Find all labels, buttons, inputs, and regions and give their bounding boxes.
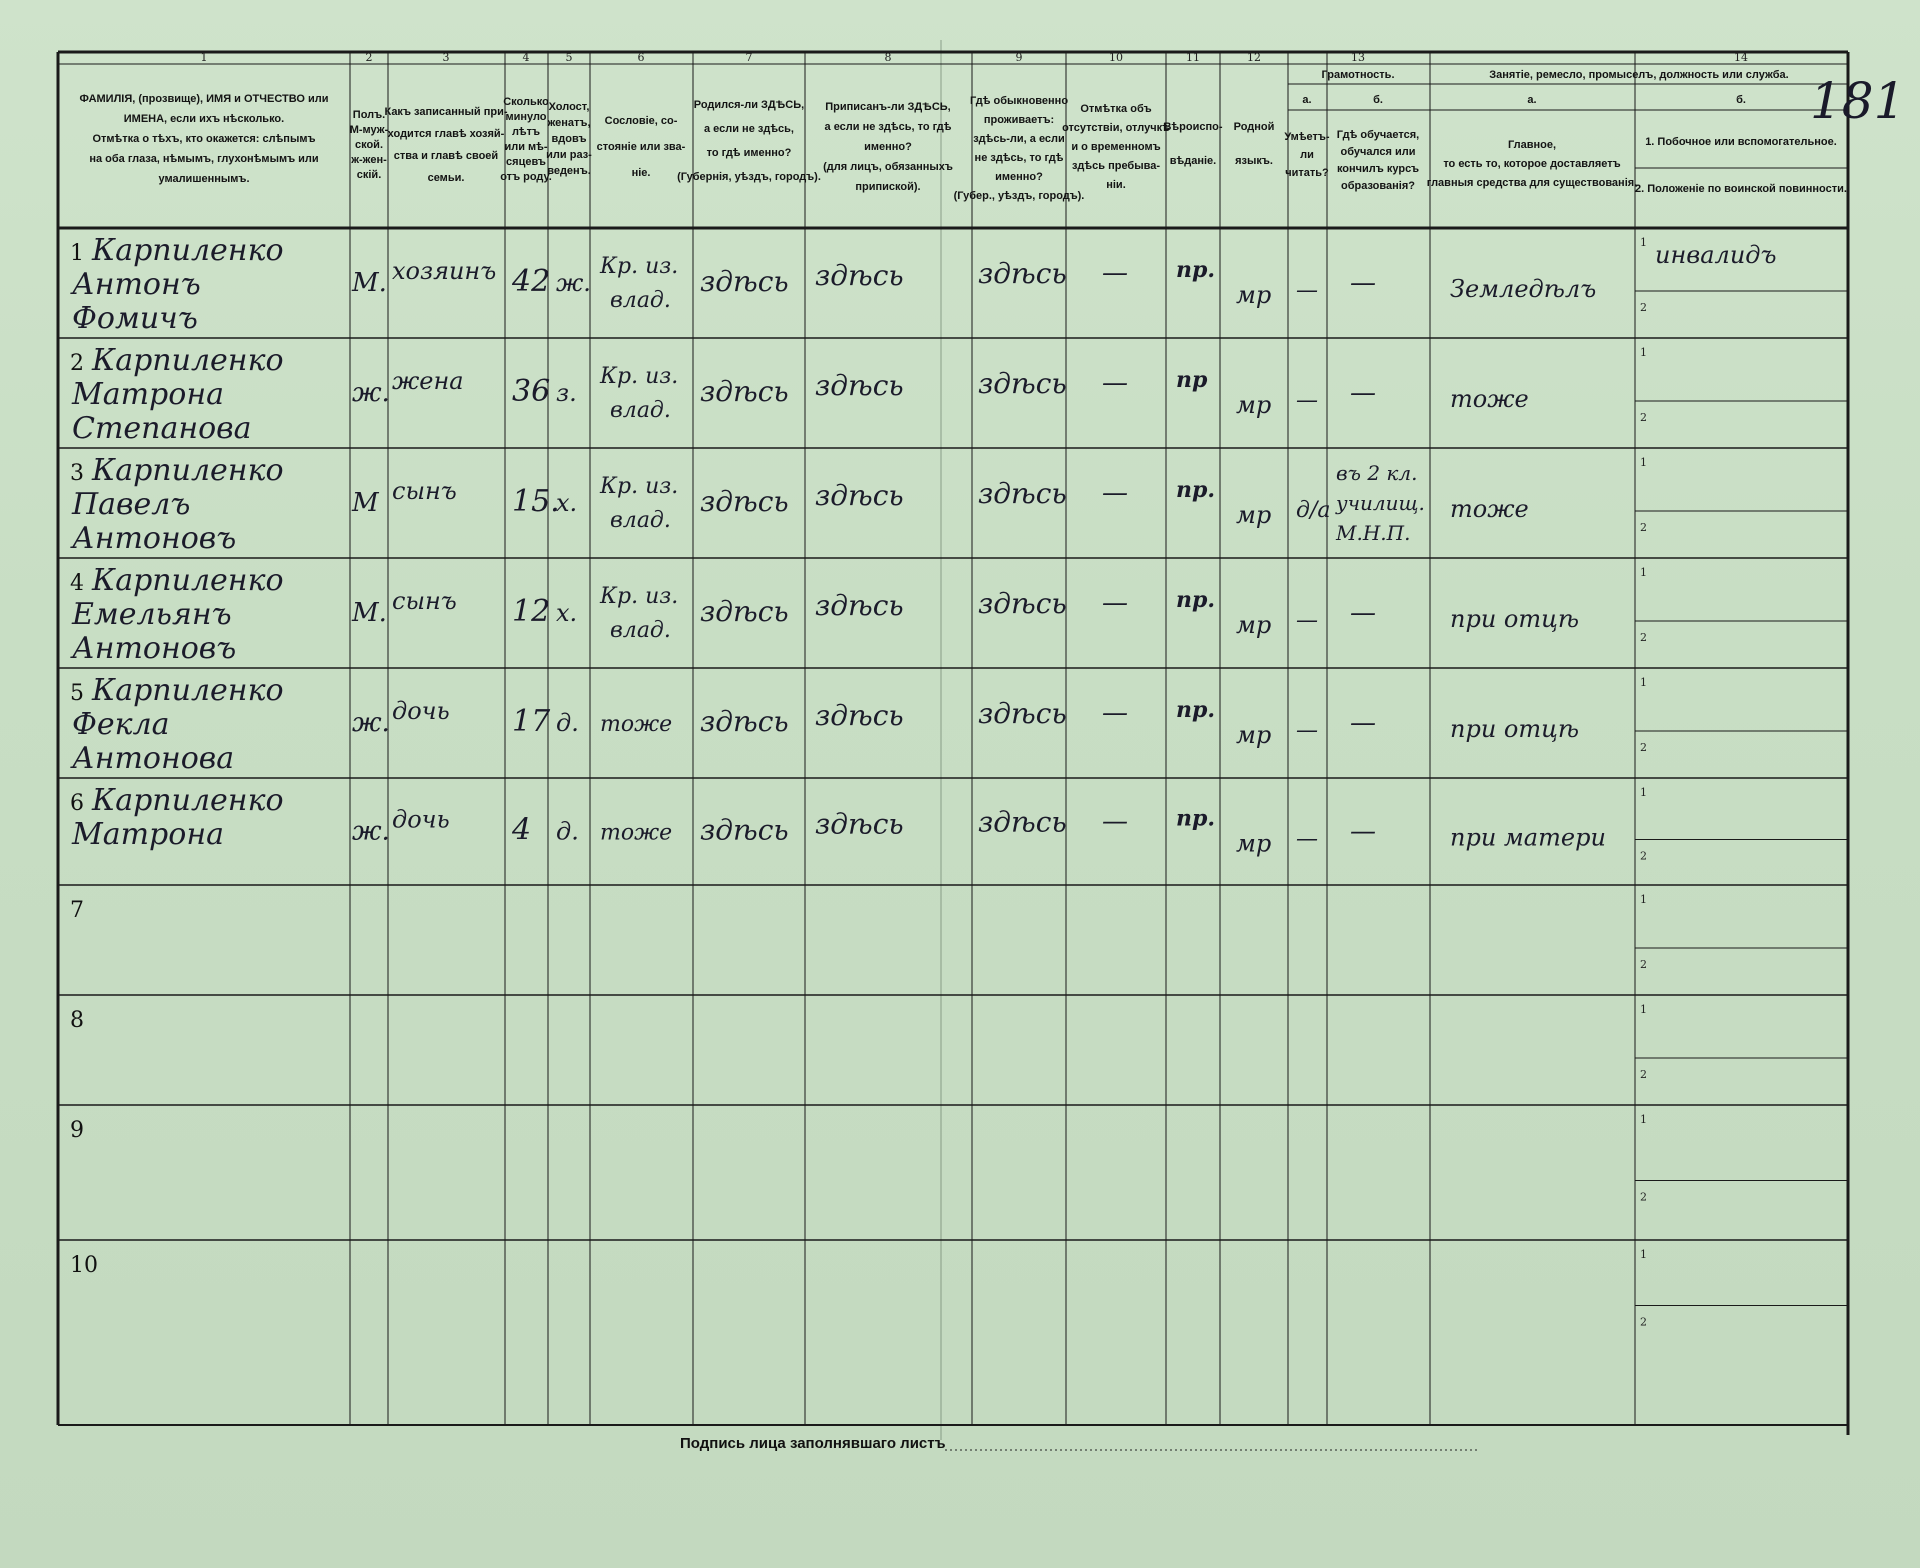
side-occupation-value: инвалидъ xyxy=(1655,241,1777,269)
header-education: кончилъ курсъ xyxy=(1336,163,1420,175)
resident-name-line: Карпиленко xyxy=(92,343,284,378)
header-occupation-b: б. xyxy=(1736,94,1746,106)
registered-value: здѣсь xyxy=(815,259,904,292)
row-number: 2 xyxy=(70,351,84,376)
relation-value: сынъ xyxy=(392,477,457,505)
sex-value: М. xyxy=(352,268,387,298)
absence-value: — xyxy=(1102,806,1128,837)
header-estate: Сословіе, со- xyxy=(604,115,678,127)
column-number: 5 xyxy=(565,51,573,64)
language-value: мр xyxy=(1236,611,1272,639)
residence-value: здѣсь xyxy=(978,805,1067,839)
header-name: Отмѣтка о тѣхъ, кто окажется: слѣпымъ xyxy=(92,133,316,145)
relation-value: сынъ xyxy=(392,587,457,615)
row-number: 1 xyxy=(70,241,84,266)
registered-value: здѣсь xyxy=(815,479,904,512)
header-absence: здѣсь пребыва- xyxy=(1071,160,1161,172)
age-value: 12 xyxy=(512,594,551,629)
resident-name-line: Карпиленко xyxy=(92,673,284,708)
relation-value: хозяинъ xyxy=(392,257,497,285)
row-number: 10 xyxy=(70,1253,98,1278)
header-residence: именно? xyxy=(995,171,1043,183)
column-number: 9 xyxy=(1015,51,1023,64)
education-value: въ 2 кл. xyxy=(1336,461,1418,485)
religion-value: пр. xyxy=(1176,587,1216,613)
sex-value: М. xyxy=(352,598,387,628)
column-number: 6 xyxy=(637,51,645,64)
language-value: мр xyxy=(1236,829,1272,858)
age-value: 36 xyxy=(512,374,551,409)
header-occupation-title: Занятіе, ремесло, промыселъ, должность или служба. xyxy=(1489,69,1789,81)
estate-value: тоже xyxy=(600,820,673,846)
header-marital: веденъ. xyxy=(547,165,591,177)
header-literacy-a: а. xyxy=(1302,94,1312,106)
born-value: здѣсь xyxy=(700,485,789,518)
can-read-value: — xyxy=(1296,608,1318,633)
header-relation: ходится главѣ хозяй- xyxy=(387,128,505,140)
header-can-read: Умѣетъ- xyxy=(1284,131,1330,143)
occupation-sub-1: 1 xyxy=(1640,676,1647,689)
column-number: 14 xyxy=(1734,51,1748,64)
resident-name-line: Матрона xyxy=(72,817,224,852)
resident-name-line: Карпиленко xyxy=(92,783,284,818)
relation-value: жена xyxy=(392,367,464,395)
header-relation: семьи. xyxy=(427,172,465,184)
occupation-value: при матери xyxy=(1450,823,1606,852)
signature-label: Подпись лица заполнявшаго листъ xyxy=(680,1435,946,1452)
resident-name-line: Фомичъ xyxy=(72,301,198,336)
resident-name-line: Павелъ xyxy=(72,487,191,522)
can-read-value: — xyxy=(1296,718,1318,743)
education-value: — xyxy=(1350,378,1376,408)
header-residence: (Губер., уѣздъ, городъ). xyxy=(953,190,1085,202)
absence-value: — xyxy=(1102,478,1128,508)
row-number: 7 xyxy=(70,898,84,923)
occupation-sub-2: 2 xyxy=(1640,849,1647,863)
language-value: мр xyxy=(1236,721,1272,749)
language-value: мр xyxy=(1236,281,1272,309)
header-age: сяцевъ xyxy=(506,156,546,168)
born-value: здѣсь xyxy=(700,705,789,738)
religion-value: пр. xyxy=(1176,257,1216,283)
marital-value: ж. xyxy=(556,269,591,297)
occupation-sub-2: 2 xyxy=(1640,301,1647,314)
column-number: 2 xyxy=(365,51,373,64)
religion-value: пр. xyxy=(1176,805,1216,832)
header-literacy-title: Грамотность. xyxy=(1321,69,1395,81)
header-registered: именно? xyxy=(864,141,912,153)
marital-value: д. xyxy=(556,817,579,846)
marital-value: з. xyxy=(556,379,577,407)
header-education: образованія? xyxy=(1341,180,1415,192)
header-marital: Холост, xyxy=(548,101,590,113)
header-marital: или раз- xyxy=(546,149,592,161)
header-name: умалишеннымъ. xyxy=(158,173,250,185)
header-religion: Вѣроиспо- xyxy=(1163,121,1223,133)
can-read-value: д/а xyxy=(1296,498,1331,523)
column-number: 7 xyxy=(745,51,753,64)
residence-value: здѣсь xyxy=(978,477,1067,510)
column-number: 1 xyxy=(200,51,208,64)
header-residence: Гдѣ обыкновенно xyxy=(969,95,1069,107)
estate-value: Кр. из. xyxy=(600,474,679,499)
resident-name-line: Карпиленко xyxy=(92,563,284,598)
row-number: 6 xyxy=(70,791,84,816)
resident-name-line: Фекла xyxy=(72,707,170,742)
header-sex: ской. xyxy=(354,139,384,151)
row-number: 5 xyxy=(70,681,84,706)
language-value: мр xyxy=(1236,501,1272,529)
header-registered: Приписанъ-ли ЗДѢСЬ, xyxy=(825,101,951,113)
occupation-sub-2: 2 xyxy=(1640,958,1647,971)
estate-value: влад. xyxy=(610,618,671,643)
can-read-value: — xyxy=(1296,278,1318,303)
row-number: 3 xyxy=(70,461,84,486)
header-name: ИМЕНА, если ихъ нѣсколько. xyxy=(123,113,285,125)
occupation-sub-1: 1 xyxy=(1640,236,1647,249)
header-age: Сколько xyxy=(503,96,549,108)
header-language: Родной xyxy=(1233,121,1275,133)
header-born: а если не здѣсь, xyxy=(703,123,795,135)
header-occupation-a: а. xyxy=(1527,94,1537,106)
estate-value: влад. xyxy=(610,288,671,313)
occupation-sub-2: 2 xyxy=(1640,631,1647,644)
registered-value: здѣсь xyxy=(815,699,904,732)
header-occupation-main: главныя средства для существованія. xyxy=(1426,177,1638,189)
age-value: 4 xyxy=(512,812,532,848)
occupation-sub-2: 2 xyxy=(1640,741,1647,754)
header-education: Гдѣ обучается, xyxy=(1336,129,1420,141)
header-estate: стояніе или зва- xyxy=(596,141,686,153)
registered-value: здѣсь xyxy=(815,589,904,622)
occupation-sub-2: 2 xyxy=(1640,521,1647,534)
resident-name-line: Матрона xyxy=(72,377,224,412)
occupation-sub-1: 1 xyxy=(1640,1003,1647,1016)
estate-value: Кр. из. xyxy=(600,364,679,389)
header-absence: ніи. xyxy=(1106,179,1126,191)
occupation-sub-1: 1 xyxy=(1640,566,1647,579)
sex-value: М xyxy=(352,488,379,518)
occupation-sub-2: 2 xyxy=(1640,411,1647,424)
born-value: здѣсь xyxy=(700,813,789,847)
resident-name-line: Антонъ xyxy=(72,267,201,302)
header-absence: Отмѣтка объ xyxy=(1080,103,1152,115)
sex-value: ж. xyxy=(352,378,390,408)
occupation-sub-2: 2 xyxy=(1640,1315,1647,1329)
relation-value: дочь xyxy=(392,697,450,725)
column-number: 10 xyxy=(1109,51,1123,64)
header-age: отъ роду. xyxy=(500,171,552,183)
column-number: 4 xyxy=(522,51,530,64)
born-value: здѣсь xyxy=(700,265,789,298)
header-absence: отсутствіи, отлучкѣ xyxy=(1062,122,1170,134)
header-age: или мѣ- xyxy=(504,141,548,153)
occupation-value: тоже xyxy=(1450,385,1529,413)
education-value: — xyxy=(1350,816,1376,847)
estate-value: влад. xyxy=(610,508,671,533)
occupation-value: при отцѣ xyxy=(1450,605,1580,633)
marital-value: х. xyxy=(556,489,578,517)
education-value: — xyxy=(1350,708,1376,738)
age-value: 42 xyxy=(512,264,551,299)
header-sex: М-муж- xyxy=(349,124,389,136)
education-value: — xyxy=(1350,598,1376,628)
absence-value: — xyxy=(1102,698,1128,728)
religion-value: пр. xyxy=(1176,697,1216,723)
header-sex: Полъ. xyxy=(352,109,386,121)
header-sex: ж-жен- xyxy=(351,154,387,166)
can-read-value: — xyxy=(1296,388,1318,413)
religion-value: пр xyxy=(1176,367,1208,393)
age-value: 17 xyxy=(512,704,551,739)
row-number: 4 xyxy=(70,571,84,596)
header-age: лѣтъ xyxy=(511,126,541,138)
residence-value: здѣсь xyxy=(978,697,1067,730)
resident-name-line: Степанова xyxy=(72,411,252,446)
header-residence: проживаетъ: xyxy=(983,114,1055,126)
row-number: 8 xyxy=(70,1008,84,1033)
column-number: 12 xyxy=(1247,51,1261,64)
residence-value: здѣсь xyxy=(978,587,1067,620)
age-value: 15. xyxy=(512,484,560,519)
estate-value: Кр. из. xyxy=(600,254,679,279)
header-marital: вдовъ xyxy=(551,133,587,145)
residence-value: здѣсь xyxy=(978,367,1067,400)
sex-value: ж. xyxy=(352,708,390,738)
residence-value: здѣсь xyxy=(978,257,1067,290)
marital-value: д. xyxy=(556,709,579,737)
occupation-sub-1: 1 xyxy=(1640,893,1647,906)
header-language: языкъ. xyxy=(1235,155,1273,167)
header-can-read: ли xyxy=(1300,149,1314,161)
header-education: обучался или xyxy=(1340,146,1416,158)
education-value: училищ. xyxy=(1336,491,1425,515)
header-military-status: 2. Положеніе по воинской повинности. xyxy=(1635,183,1847,195)
occupation-sub-1: 1 xyxy=(1640,1113,1647,1126)
header-religion: вѣданіе. xyxy=(1169,155,1217,167)
header-occupation-main: то есть то, которое доставляетъ xyxy=(1443,158,1621,170)
language-value: мр xyxy=(1236,391,1272,419)
header-relation: ства и главѣ своей xyxy=(393,150,499,162)
page-number: 181 xyxy=(1810,72,1906,130)
header-age: минуло xyxy=(505,111,547,123)
column-number: 13 xyxy=(1351,51,1365,64)
header-residence: не здѣсь, то гдѣ xyxy=(974,152,1064,164)
row-number: 9 xyxy=(70,1118,84,1143)
occupation-sub-1: 1 xyxy=(1640,786,1647,799)
header-registered: а если не здѣсь, то гдѣ xyxy=(824,121,952,133)
occupation-sub-1: 1 xyxy=(1640,1248,1647,1261)
header-occupation-side: 1. Побочное или вспомогательное. xyxy=(1645,136,1837,148)
absence-value: — xyxy=(1102,258,1128,288)
absence-value: — xyxy=(1102,368,1128,398)
header-relation: Какъ записанный при- xyxy=(384,106,508,118)
header-absence: и о временномъ xyxy=(1071,141,1161,153)
registered-value: здѣсь xyxy=(815,369,904,402)
column-number: 3 xyxy=(442,51,450,64)
registered-value: здѣсь xyxy=(815,807,904,841)
resident-name-line: Антонова xyxy=(72,741,235,776)
occupation-sub-2: 2 xyxy=(1640,1190,1647,1204)
header-born: Родился-ли ЗДѢСЬ, xyxy=(693,99,805,111)
can-read-value: — xyxy=(1296,826,1318,852)
born-value: здѣсь xyxy=(700,375,789,408)
resident-name-line: Карпиленко xyxy=(92,233,284,268)
absence-value: — xyxy=(1102,588,1128,618)
sex-value: ж. xyxy=(352,816,390,847)
header-name: на оба глаза, нѣмымъ, глухонѣмымъ или xyxy=(89,153,319,165)
estate-value: тоже xyxy=(600,712,673,737)
occupation-value: Земледѣлъ xyxy=(1450,275,1597,303)
occupation-sub-1: 1 xyxy=(1640,346,1647,359)
header-name: ФАМИЛІЯ, (прозвище), ИМЯ и ОТЧЕСТВО или xyxy=(79,93,329,105)
resident-name-line: Антоновъ xyxy=(72,631,237,666)
column-number: 8 xyxy=(884,51,892,64)
resident-name-line: Антоновъ xyxy=(72,521,237,556)
occupation-sub-2: 2 xyxy=(1640,1068,1647,1081)
born-value: здѣсь xyxy=(700,595,789,628)
education-value: М.Н.П. xyxy=(1336,521,1411,545)
occupation-sub-1: 1 xyxy=(1640,456,1647,469)
header-sex: скій. xyxy=(356,169,382,181)
estate-value: Кр. из. xyxy=(600,584,679,609)
header-residence: здѣсь-ли, а если xyxy=(973,133,1065,145)
header-registered: (для лицъ, обязанныхъ xyxy=(823,161,953,173)
header-born: (Губернія, уѣздъ, городъ). xyxy=(677,171,821,183)
marital-value: х. xyxy=(556,599,578,627)
header-can-read: читать? xyxy=(1285,167,1329,179)
resident-name-line: Емельянъ xyxy=(72,597,232,632)
occupation-value: при отцѣ xyxy=(1450,715,1580,743)
occupation-value: тоже xyxy=(1450,495,1529,523)
column-number: 11 xyxy=(1186,51,1200,64)
header-estate: ніе. xyxy=(631,167,651,179)
header-marital: женатъ, xyxy=(547,117,591,129)
header-occupation-main: Главное, xyxy=(1507,139,1557,151)
estate-value: влад. xyxy=(610,398,671,423)
header-literacy-b: б. xyxy=(1373,94,1383,106)
header-born: то гдѣ именно? xyxy=(706,147,792,159)
resident-name-line: Карпиленко xyxy=(92,453,284,488)
religion-value: пр. xyxy=(1176,477,1216,503)
header-registered: припиской). xyxy=(855,181,921,193)
education-value: — xyxy=(1350,268,1376,298)
relation-value: дочь xyxy=(392,805,450,834)
